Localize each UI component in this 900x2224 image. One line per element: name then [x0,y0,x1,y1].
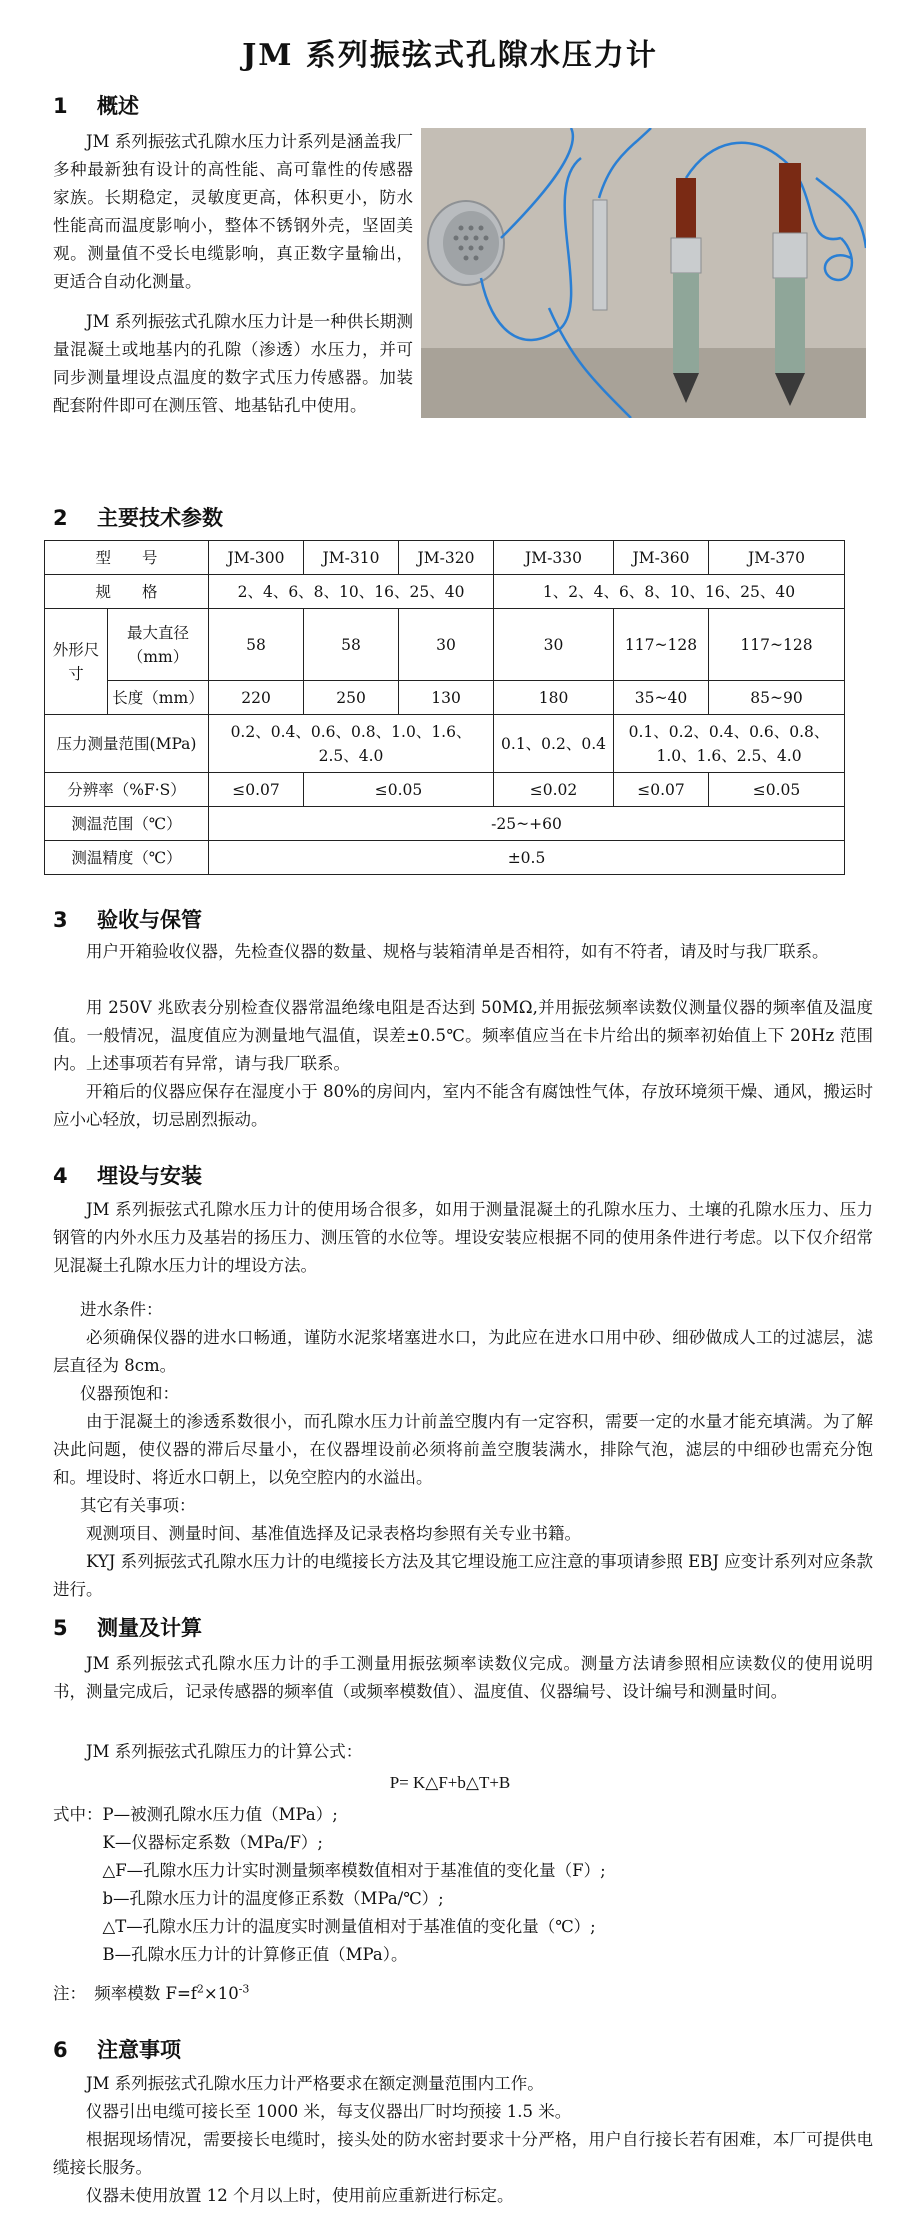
notice-line-4: 仪器未使用放置 12 个月以上时，使用前应重新进行标定。 [86,2186,514,2205]
note-text: ×10 [203,1984,239,2003]
acceptance-paragraph-3: 开箱后的仪器应保存在湿度小于 80%的房间内，室内不能含有腐蚀性气体，存放环境须干燥、通风，搬运时应小心轻放，切忌剧烈振动。 [53,1082,873,1129]
section-title: 埋设与安装 [97,1164,202,1188]
table-header-cell: JM-370 [709,541,845,575]
variable-line: 式中：P—被测孔隙水压力值（MPa）; [53,1805,338,1824]
variable-line: B—孔隙水压力计的计算修正值（MPa）。 [53,1945,408,1964]
table-cell: 1、2、4、6、8、10、16、25、40 [494,575,845,609]
table-cell: 117~128 [709,609,845,681]
section-number: 6 [53,2038,68,2062]
overview-paragraph-1: JM 系列振弦式孔隙水压力计系列是涵盖我厂多种最新独有设计的高性能、高可靠性的传感器家族。长期稳定，灵敏度更高，体积更小，防水性能高而温度影响小，整体不锈钢外壳，坚固美观。测量值不受长电缆影响，真正数字量输出，更适合自动化测量。 [53,132,413,291]
measurement-paragraph: JM 系列振弦式孔隙水压力计的手工测量用振弦频率读数仪完成。测量方法请参照相应读数仪的使用说明书，测量完成后，记录传感器的频率值（或频率模数值）、温度值、仪器编号、设计编号和测量时间。 [53,1654,873,1701]
table-cell: 最大直径（mm） [108,609,209,681]
section-3-heading [53,904,202,934]
table-row [45,609,845,681]
table-cell: ±0.5 [209,841,845,875]
notice-line-2: 仪器引出电缆可接长至 1000 米，每支仪器出厂时均预接 1.5 米。 [86,2102,572,2121]
table-cell: ≤0.02 [494,773,614,807]
table-row [45,541,845,575]
notice-line-3: 根据现场情况，需要接长电缆时，接头处的防水密封要求十分严格，用户自行接长若有困难，本厂可提供电缆接长服务。 [53,2130,873,2177]
table-cell: ≤0.05 [709,773,845,807]
table-row [45,773,845,807]
table-header-cell: JM-320 [399,541,494,575]
section-number: 1 [53,94,68,118]
section-title: 测量及计算 [97,1616,202,1640]
table-cell: 85~90 [709,681,845,715]
presaturation-label: 仪器预饱和： [80,1384,179,1403]
table-cell: 外形尺寸 [45,609,108,715]
table-row [45,575,845,609]
table-cell: 0.1、0.2、0.4、0.6、0.8、1.0、1.6、2.5、4.0 [614,715,845,773]
table-cell: ≤0.07 [614,773,709,807]
section-title: 主要技术参数 [97,506,223,530]
section-4-heading [53,1160,202,1190]
section-number: 2 [53,506,68,530]
document-title: JM 系列振弦式孔隙水压力计 [242,38,658,73]
formula-intro: JM 系列振弦式孔隙压力的计算公式： [86,1742,363,1761]
section-title: 概述 [97,94,139,118]
table-header-cell: 型 号 [45,541,209,575]
table-cell: 130 [399,681,494,715]
table-cell: 30 [399,609,494,681]
table-cell: 180 [494,681,614,715]
variable-line: b—孔隙水压力计的温度修正系数（MPa/℃）; [53,1889,444,1908]
presaturation-text: 由于混凝土的渗透系数很小，而孔隙水压力计前盖空腹内有一定容积，需要一定的水量才能充填满。为了解决此问题，使仪器的滞后尽量小，在仪器埋设前必须将前盖空腹装满水，排除气泡，滤层的中细砂也需充分饱和。埋设时、将近水口朝上，以免空腔内的水溢出。 [53,1412,873,1487]
notice-line-1: JM 系列振弦式孔隙水压力计严格要求在额定测量范围内工作。 [86,2074,544,2093]
table-row [45,715,845,773]
table-cell: 220 [209,681,304,715]
table-row [45,681,845,715]
frequency-modulus-note [53,1980,249,2004]
table-header-cell: JM-360 [614,541,709,575]
pressure-formula: P= K△F+b△T+B [389,1773,511,1792]
sensor-product-image [421,128,866,418]
table-cell: 58 [209,609,304,681]
other-matters-label: 其它有关事项： [80,1496,196,1515]
formula-variables [53,1801,873,1969]
variable-line: K—仪器标定系数（MPa/F）; [53,1833,323,1852]
note-superscript: 2 [196,1982,204,1996]
table-cell: -25~+60 [209,807,845,841]
table-cell: 测温范围（℃） [45,807,209,841]
acceptance-paragraph-1: 用户开箱验收仪器，先检查仪器的数量、规格与装箱清单是否相符，如有不符者，请及时与我厂联系。 [86,942,829,961]
overview-paragraph-2: JM 系列振弦式孔隙水压力计是一种供长期测量混凝土或地基内的孔隙（渗透）水压力，并可同步测量埋设点温度的数字式压力传感器。加装配套附件即可在测压管、地基钻孔中使用。 [53,312,413,415]
note-text: 注： 频率模数 F=f [53,1984,197,2003]
table-header-cell: JM-330 [494,541,614,575]
table-header-cell: JM-300 [209,541,304,575]
table-row [45,841,845,875]
product-photo [421,128,866,418]
table-cell: 0.1、0.2、0.4 [494,715,614,773]
table-cell: 250 [304,681,399,715]
table-cell: ≤0.07 [209,773,304,807]
other-matters-text-1: 观测项目、测量时间、基准值选择及记录表格均参照有关专业书籍。 [86,1524,581,1543]
table-header-cell: JM-310 [304,541,399,575]
table-cell: 117~128 [614,609,709,681]
section-title: 注意事项 [97,2038,181,2062]
table-cell: 30 [494,609,614,681]
table-cell: 分辨率（%F·S） [45,773,209,807]
other-matters-text-2: KYJ 系列振弦式孔隙水压力计的电缆接长方法及其它埋设施工应注意的事项请参照 EBJ 应变计系列对应条款进行。 [53,1552,873,1599]
section-number: 5 [53,1616,68,1640]
section-title: 验收与保管 [97,908,202,932]
section-2-heading [53,502,223,532]
variable-line: △T—孔隙水压力计的温度实时测量值相对于基准值的变化量（℃）; [53,1917,596,1936]
note-superscript: -3 [238,1982,250,1996]
section-1-heading [53,90,139,120]
section-number: 4 [53,1164,68,1188]
spec-table [44,540,845,875]
water-inlet-label: 进水条件： [80,1300,163,1319]
table-cell: 规 格 [45,575,209,609]
acceptance-paragraph-2: 用 250V 兆欧表分别检查仪器常温绝缘电阻是否达到 50MΩ,并用振弦频率读数仪测量仪器的频率值及温度值。一般情况，温度值应为测量地气温值，误差±0.5℃。频率值应当在卡片给出的频率初始值上下 20Hz 范围内。上述事项若有异常，请与我厂联系。 [53,998,873,1073]
section-6-heading [53,2034,181,2064]
table-cell: 测温精度（℃） [45,841,209,875]
table-cell: 0.2、0.4、0.6、0.8、1.0、1.6、2.5、4.0 [209,715,494,773]
table-cell: 2、4、6、8、10、16、25、40 [209,575,494,609]
table-cell: 长度（mm） [108,681,209,715]
table-cell: 35~40 [614,681,709,715]
water-inlet-text: 必须确保仪器的进水口畅通，谨防水泥浆堵塞进水口，为此应在进水口用中砂、细砂做成人工的过滤层，滤层直径为 8cm。 [53,1328,873,1375]
table-row [45,807,845,841]
section-number: 3 [53,908,68,932]
section-5-heading [53,1612,202,1642]
variable-line: △F—孔隙水压力计实时测量频率模数值相对于基准值的变化量（F）; [53,1861,606,1880]
table-cell: ≤0.05 [304,773,494,807]
installation-paragraph: JM 系列振弦式孔隙水压力计的使用场合很多，如用于测量混凝土的孔隙水压力、土壤的孔隙水压力、压力钢管的内外水压力及基岩的扬压力、测压管的水位等。埋设安装应根据不同的使用条件进行考虑。以下仅介绍常见混凝土孔隙水压力计的埋设方法。 [53,1200,873,1275]
table-cell: 58 [304,609,399,681]
table-cell: 压力测量范围(MPa) [45,715,209,773]
